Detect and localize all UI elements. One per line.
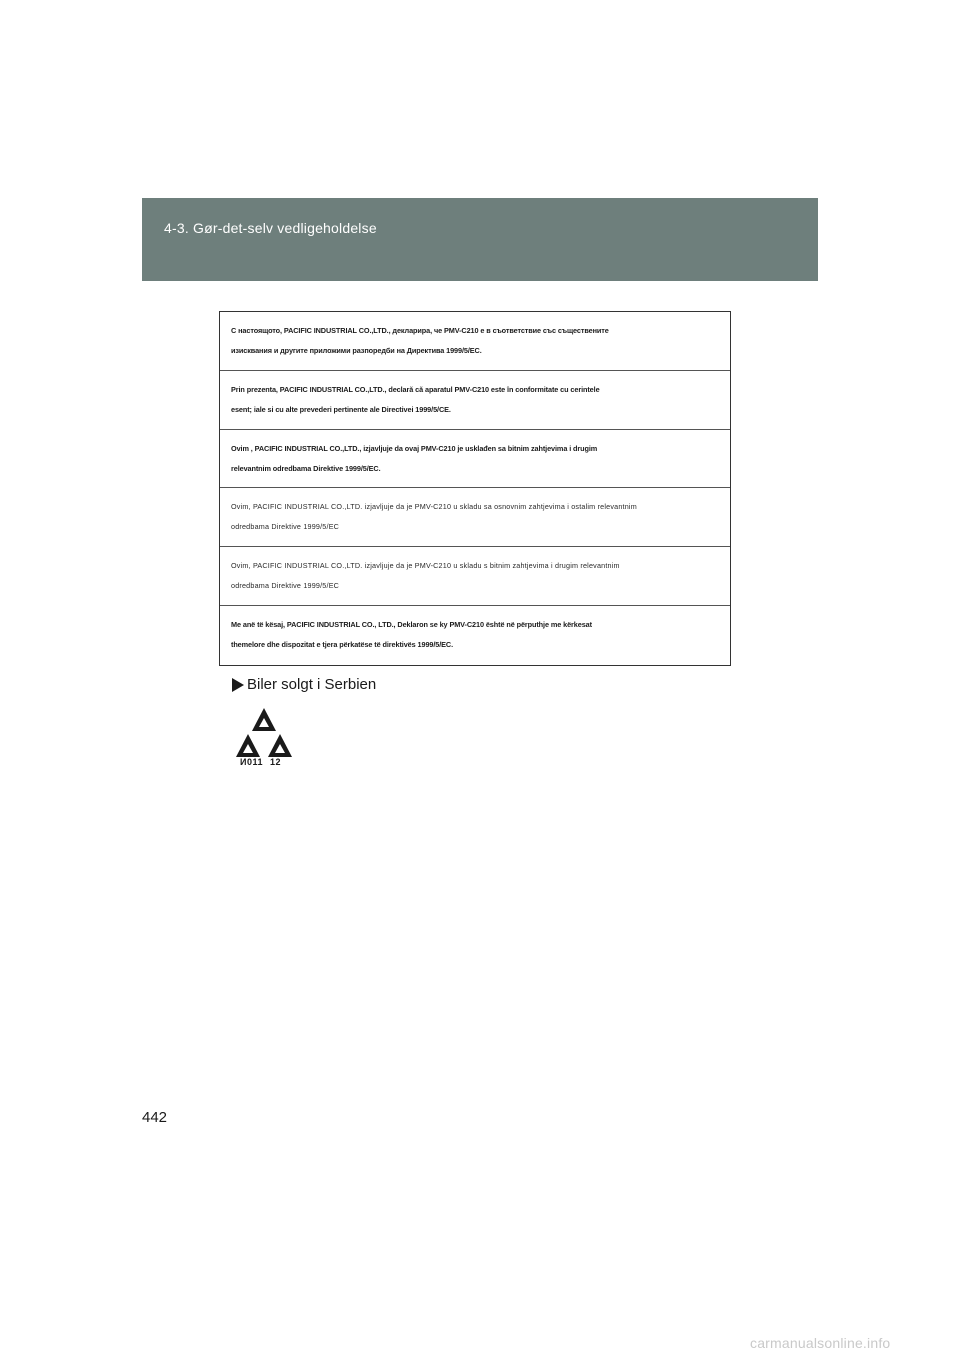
declaration-line: Ovim, PACIFIC INDUSTRIAL CO.,LTD. izjavljuje da je PMV-C210 u skladu sa osnovnim zahtjevima i ostalim relevantnim	[231, 502, 637, 512]
declaration-table	[219, 311, 731, 666]
declaration-line: esent; iale si cu alte prevederi pertinente ale Directivei 1999/5/CE.	[231, 404, 451, 414]
declaration-montenegrin	[220, 430, 730, 489]
declaration-bulgarian	[220, 312, 730, 371]
page-number: 442	[142, 1109, 168, 1126]
triangle-pointer-icon	[232, 678, 244, 692]
declaration-line: С настоящото, PACIFIC INDUSTRIAL CO.,LTD., декларира, че PMV-C210 е в съответствие със съществените	[231, 326, 609, 335]
declaration-line: Prin prezenta, PACIFIC INDUSTRIAL CO.,LTD., declară că aparatul PMV-C210 este în conformitate cu cerintele	[231, 384, 600, 394]
approval-code-number: И011	[240, 757, 263, 767]
approval-code	[240, 757, 281, 767]
declaration-line: Ovim, PACIFIC INDUSTRIAL CO.,LTD. izjavljuje da je PMV-C210 u skladu s bitnim zahtjevima i drugim relevantnim	[231, 561, 620, 571]
watermark: carmanualsonline.info	[750, 1335, 891, 1351]
declaration-line: odredbama Direktive 1999/5/EC	[231, 581, 340, 591]
declaration-romanian	[220, 371, 730, 430]
declaration-line: themelore dhe dispozitat e tjera përkatëse të direktivës 1999/5/EC.	[231, 639, 454, 649]
declaration-line: изисквания и другите приложими разпоредби на Директива 1999/5/ЕС.	[231, 346, 482, 355]
declaration-albanian	[220, 606, 730, 665]
declaration-croatian	[220, 547, 730, 606]
serbia-heading-label: Biler solgt i Serbien	[247, 676, 377, 693]
section-title: 4-3. Gør-det-selv vedligeholdelse	[164, 220, 377, 236]
declaration-bosnian	[220, 488, 730, 547]
approval-code-year: 12	[270, 757, 282, 767]
serbia-heading	[232, 676, 376, 693]
declaration-line: relevantnim odredbama Direktive 1999/5/EC.	[231, 463, 381, 473]
declaration-line: odredbama Direktive 1999/5/EC	[231, 522, 340, 532]
declaration-line: Ovim , PACIFIC INDUSTRIAL CO.,LTD., izjavljuje da ovaj PMV-C210 je usklađen sa bitnim zahtjevima i drugim	[231, 443, 598, 453]
declaration-line: Me anë të kësaj, PACIFIC INDUSTRIAL CO., LTD., Deklaron se ky PMV-C210 është në përputhje me kërkesat	[231, 619, 592, 629]
chapter-header	[142, 198, 818, 281]
